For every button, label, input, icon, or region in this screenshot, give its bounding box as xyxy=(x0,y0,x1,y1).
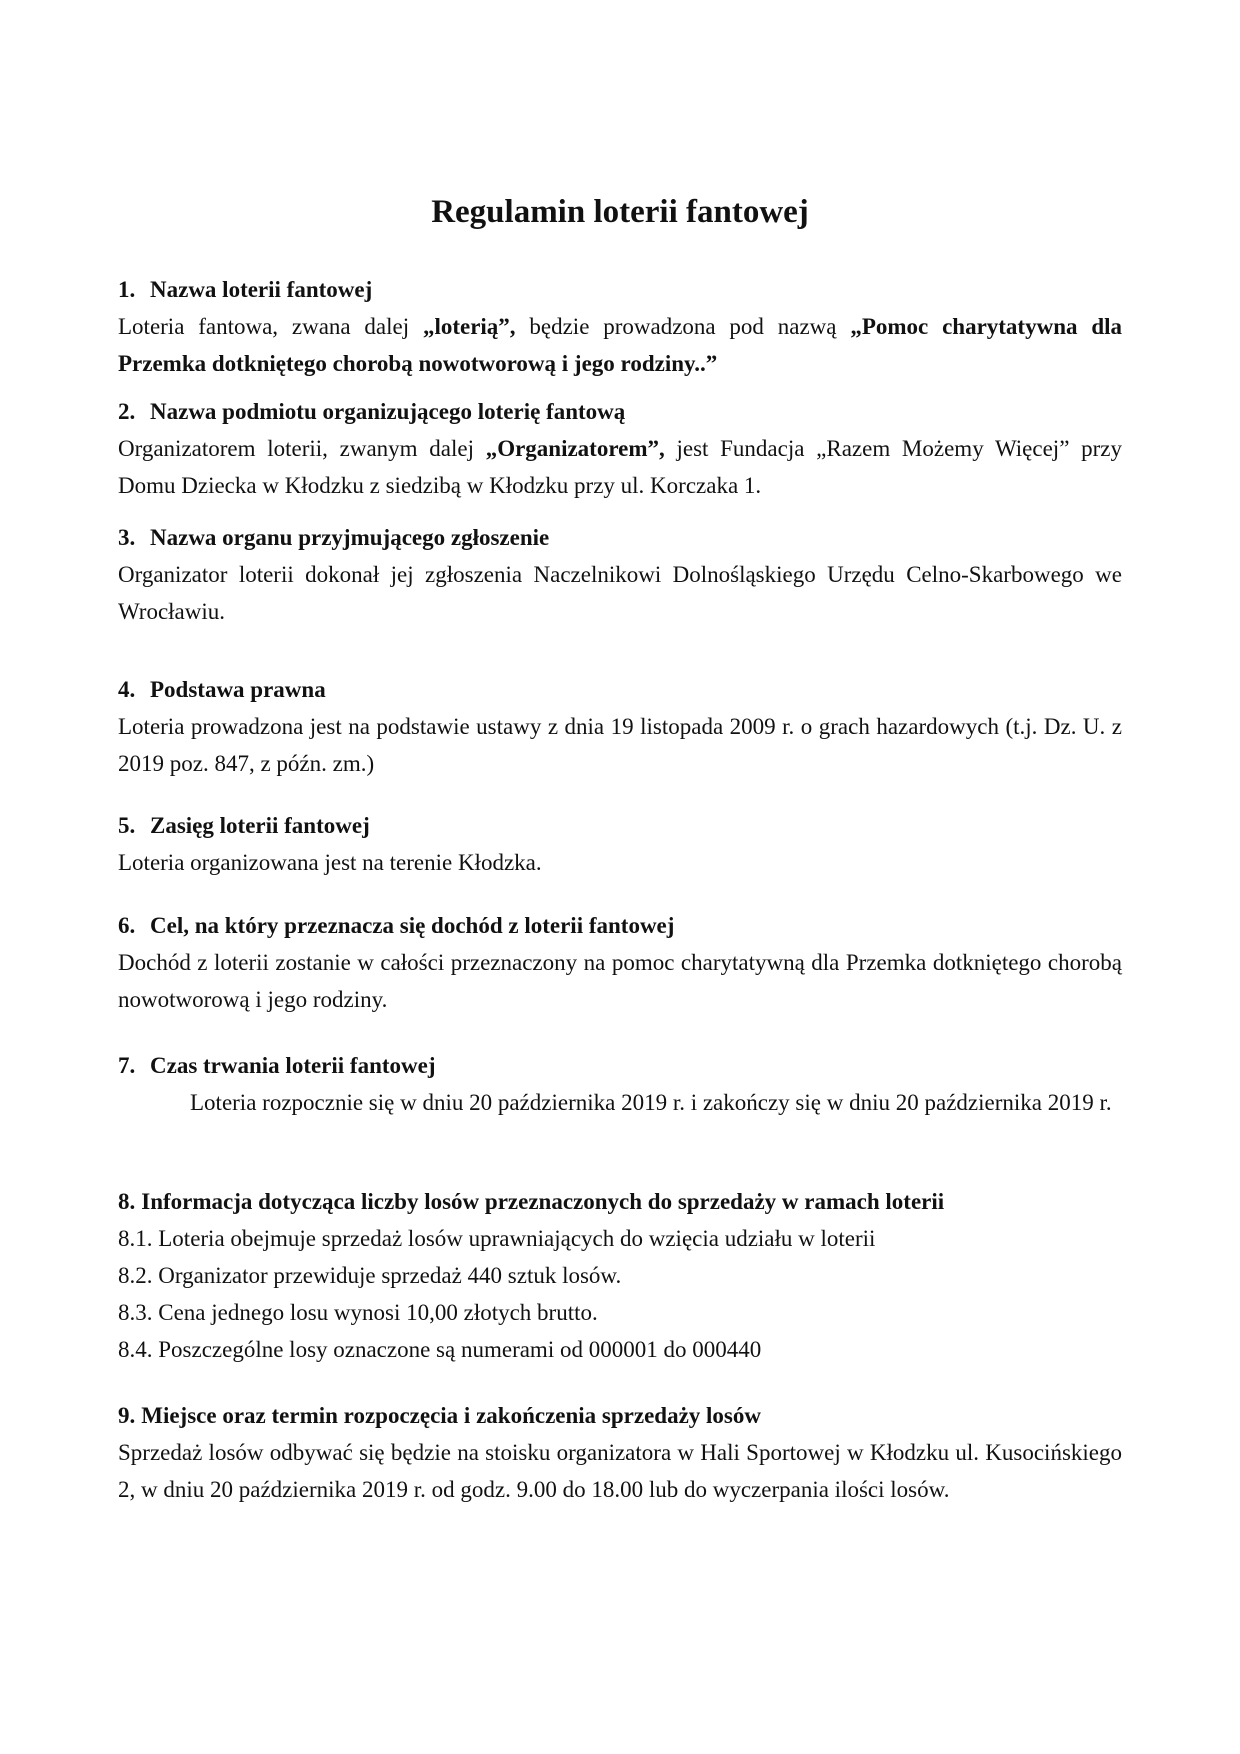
section-body: Dochód z loterii zostanie w całości przeznaczony na pomoc charytatywną dla Przemka dotkniętego chorobą nowotworową i jego rodziny. xyxy=(118,950,1122,1012)
section-8 xyxy=(118,1184,1122,1368)
document-title: Regulamin loterii fantowej xyxy=(431,194,809,230)
section-number: 9. xyxy=(118,1403,136,1428)
defined-term: „loterią”, xyxy=(422,314,516,339)
section-3 xyxy=(118,520,1122,630)
section-number: 8. xyxy=(118,1189,136,1214)
section-title: Miejsce oraz termin rozpoczęcia i zakończenia sprzedaży losów xyxy=(141,1403,761,1428)
section-number: 7. xyxy=(118,1053,136,1078)
section-body: Sprzedaż losów odbywać się będzie na stoisku organizatora w Hali Sportowej w Kłodzku ul. Kusocińskiego 2, w dniu 20 października 2019 r. od godz. 9.00 do 18.00 lub do wyczerpania ilości losów. xyxy=(118,1440,1122,1502)
section-number: 4. xyxy=(118,677,136,702)
section-1 xyxy=(118,272,1122,382)
section-title: Nazwa podmiotu organizującego loterię fantową xyxy=(150,399,626,424)
section-heading xyxy=(118,520,1122,556)
section-heading xyxy=(118,672,1122,708)
section-title: Informacja dotycząca liczby losów przeznaczonych do sprzedaży w ramach loterii xyxy=(141,1189,945,1214)
section-heading xyxy=(118,394,1122,430)
list-item: 8.1. Loteria obejmuje sprzedaż losów uprawniających do wzięcia udziału w loterii xyxy=(118,1226,876,1251)
body-text: będzie prowadzona pod nazwą xyxy=(515,314,851,339)
section-title: Cel, na który przeznacza się dochód z loterii fantowej xyxy=(150,913,675,938)
section-body: Loteria prowadzona jest na podstawie ustawy z dnia 19 listopada 2009 r. o grach hazardowych (t.j. Dz. U. z 2019 poz. 847, z późn. zm.) xyxy=(118,714,1122,776)
section-body xyxy=(118,430,1122,504)
section-title: Podstawa prawna xyxy=(150,677,326,702)
section-title: Czas trwania loterii fantowej xyxy=(150,1053,436,1078)
section-7 xyxy=(118,1048,1122,1121)
section-body: Organizator loterii dokonał jej zgłoszenia Naczelnikowi Dolnośląskiego Urzędu Celno-Skarbowego we Wrocławiu. xyxy=(118,562,1122,624)
body-text: Loteria fantowa, zwana dalej xyxy=(118,314,423,339)
section-heading xyxy=(118,1184,1122,1220)
section-heading xyxy=(118,1048,1122,1084)
section-heading xyxy=(118,272,1122,308)
section-body: Loteria rozpocznie się w dniu 20 października 2019 r. i zakończy się w dniu 20 października 2019 r. xyxy=(190,1090,1112,1115)
section-2 xyxy=(118,394,1122,504)
section-title: Zasięg loterii fantowej xyxy=(150,813,370,838)
list-item: 8.3. Cena jednego losu wynosi 10,00 złotych brutto. xyxy=(118,1300,598,1325)
section-body xyxy=(118,308,1122,382)
section-9 xyxy=(118,1398,1122,1508)
section-heading xyxy=(118,1398,1122,1434)
section-4 xyxy=(118,672,1122,782)
section-heading xyxy=(118,808,1122,844)
body-text: Organizatorem loterii, zwanym dalej xyxy=(118,436,486,461)
section-title: Nazwa organu przyjmującego zgłoszenie xyxy=(150,525,550,550)
section-number: 6. xyxy=(118,913,136,938)
section-title: Nazwa loterii fantowej xyxy=(150,277,373,302)
section-number: 5. xyxy=(118,813,136,838)
section-body: Loteria organizowana jest na terenie Kłodzka. xyxy=(118,850,542,875)
section-number: 3. xyxy=(118,525,136,550)
list-item: 8.4. Poszczególne losy oznaczone są numerami od 000001 do 000440 xyxy=(118,1337,762,1362)
section-6 xyxy=(118,908,1122,1018)
section-number: 1. xyxy=(118,277,136,302)
list-item: 8.2. Organizator przewiduje sprzedaż 440 sztuk losów. xyxy=(118,1263,622,1288)
section-heading xyxy=(118,908,1122,944)
lottery-name: „Pomoc charytatywna dla Przemka dotkniętego chorobą nowotworową i jego rodziny..” xyxy=(118,314,1122,376)
body-text: jest Fundacja „Razem Możemy Więcej” przy Domu Dziecka w Kłodzku z siedzibą w Kłodzku przy ul. Korczaka 1. xyxy=(118,436,1122,498)
defined-term: „Organizatorem”, xyxy=(485,436,665,461)
section-number: 2. xyxy=(118,399,136,424)
section-5 xyxy=(118,808,1122,881)
